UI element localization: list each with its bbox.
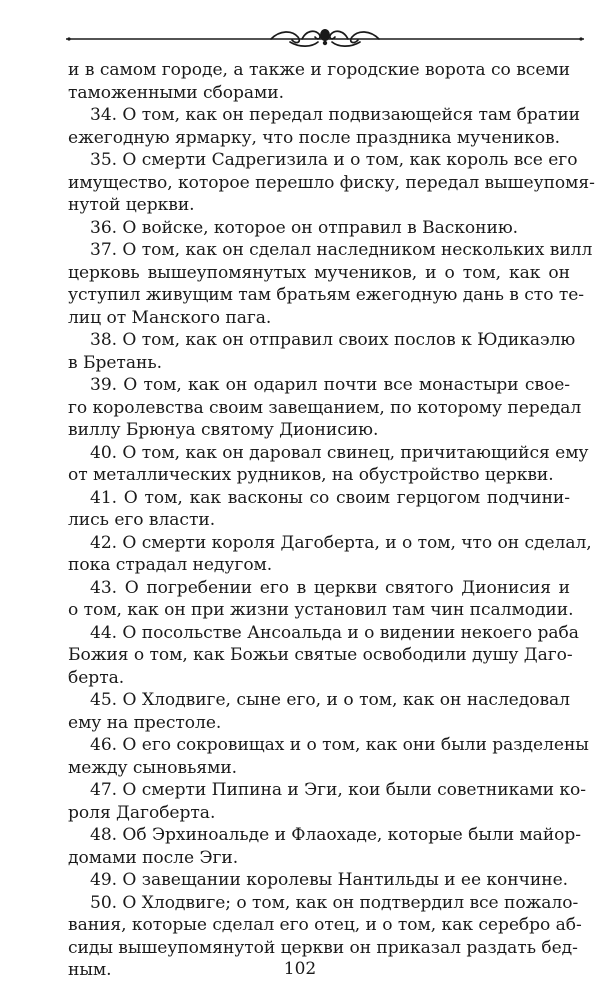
table-of-contents-entry (68, 577, 574, 622)
table-of-contents-entry (68, 104, 581, 149)
text-line: уступил живущим там братьям ежегодную дань в сто те- (68, 285, 585, 305)
text-line: сиды вышеупомянутой церкви он приказал раздать бед- (68, 937, 578, 958)
text-line: 38. О том, как он отправил своих послов к Юдикаэлю (90, 330, 576, 350)
text-line: 46. О его сокровищах и о том, как они были разделены (90, 735, 589, 755)
table-of-contents-entry (68, 59, 570, 104)
text-line: домами после Эги. (68, 847, 239, 868)
text-line: вания, которые сделал его отец, и о том, как серебро аб- (68, 915, 582, 935)
table-of-contents-entry (68, 824, 582, 869)
table-of-contents-entry (68, 442, 589, 487)
text-line: таможенными сборами. (68, 82, 285, 103)
text-line: берта. (68, 667, 125, 688)
table-of-contents-entry (68, 532, 592, 577)
text-line: ежегодную ярмарку, что после праздника мучеников. (68, 127, 561, 148)
table-of-contents-entry (68, 217, 570, 240)
table-of-contents-entry (68, 622, 579, 690)
table-of-contents-entry (68, 329, 576, 374)
text-line: нутой церкви. (68, 195, 195, 215)
header-rule (66, 26, 584, 50)
table-of-contents-entry (68, 869, 570, 892)
table-of-contents-entry (68, 239, 593, 329)
text-line: и в самом городе, а также и городские ворота со всеми (68, 60, 570, 80)
text-line: 42. О смерти короля Дагоберта, и о том, что он сделал, (90, 532, 592, 553)
text-line: церковь вышеупомянутых мучеников, и о том, как он (68, 262, 570, 283)
text-line: 41. О том, как васконы со своим герцогом подчини- (90, 487, 570, 508)
text-line: 35. О смерти Садрегизила и о том, как король все его (90, 150, 578, 170)
text-line: имущество, которое перешло фиску, передал вышеупомя- (68, 172, 595, 193)
text-line: 47. О смерти Пипина и Эги, кои были советниками ко- (90, 780, 586, 800)
text-line: о том, как он при жизни установил там чин псалмодии. (68, 600, 574, 620)
text-line: 43. О погребении его в церкви святого Дионисия и (90, 577, 570, 598)
table-of-contents-entry (68, 734, 589, 779)
text-line: роля Дагоберта. (68, 802, 216, 823)
text-line: виллу Брюнуа святому Дионисию. (68, 420, 379, 440)
text-line: ему на престоле. (68, 712, 222, 733)
text-line: лиц от Манского пага. (68, 307, 272, 328)
text-line: ным. (68, 960, 112, 980)
table-of-contents-entry (68, 779, 586, 824)
page-number: 102 (283, 959, 317, 979)
table-of-contents-entry (68, 374, 582, 442)
text-line: 45. О Хлодвиге, сыне его, и о том, как он наследовал (90, 690, 570, 710)
text-line: 50. О Хлодвиге; о том, как он подтвердил все пожало- (90, 892, 579, 913)
text-line: 49. О завещании королевы Нантильды и ее кончине. (90, 870, 569, 890)
text-line: 36. О войске, которое он отправил в Васконию. (90, 217, 519, 238)
text-line: Божия о том, как Божьи святые освободили душу Даго- (68, 645, 573, 665)
flourish-ornament-icon (66, 26, 584, 50)
text-line: в Бретань. (68, 352, 162, 373)
text-line: между сыновьями. (68, 757, 238, 778)
text-line: от металлических рудников, на обустройство церкви. (68, 465, 554, 485)
text-line: го королевства своим завещанием, по которому передал (68, 397, 582, 418)
text-line: лись его власти. (68, 510, 216, 530)
table-of-contents-entry (68, 487, 570, 532)
text-line: 34. О том, как он передал подвизающейся там братии (90, 105, 581, 125)
text-line: 44. О посольстве Ансоальда и о видении некоего раба (90, 622, 579, 643)
text-line: 39. О том, как он одарил почти все монастыри свое- (90, 375, 570, 395)
text-line: 48. Об Эрхиноальде и Флаохаде, которые были майор- (90, 825, 582, 845)
text-line: 37. О том, как он сделал наследником нескольких вилл (90, 240, 593, 260)
body-text (68, 59, 595, 982)
table-of-contents-entry (68, 149, 595, 217)
text-line: 40. О том, как он даровал свинец, причитающийся ему (90, 442, 589, 463)
table-of-contents-entry (68, 689, 570, 734)
text-line: пока страдал недугом. (68, 555, 273, 575)
